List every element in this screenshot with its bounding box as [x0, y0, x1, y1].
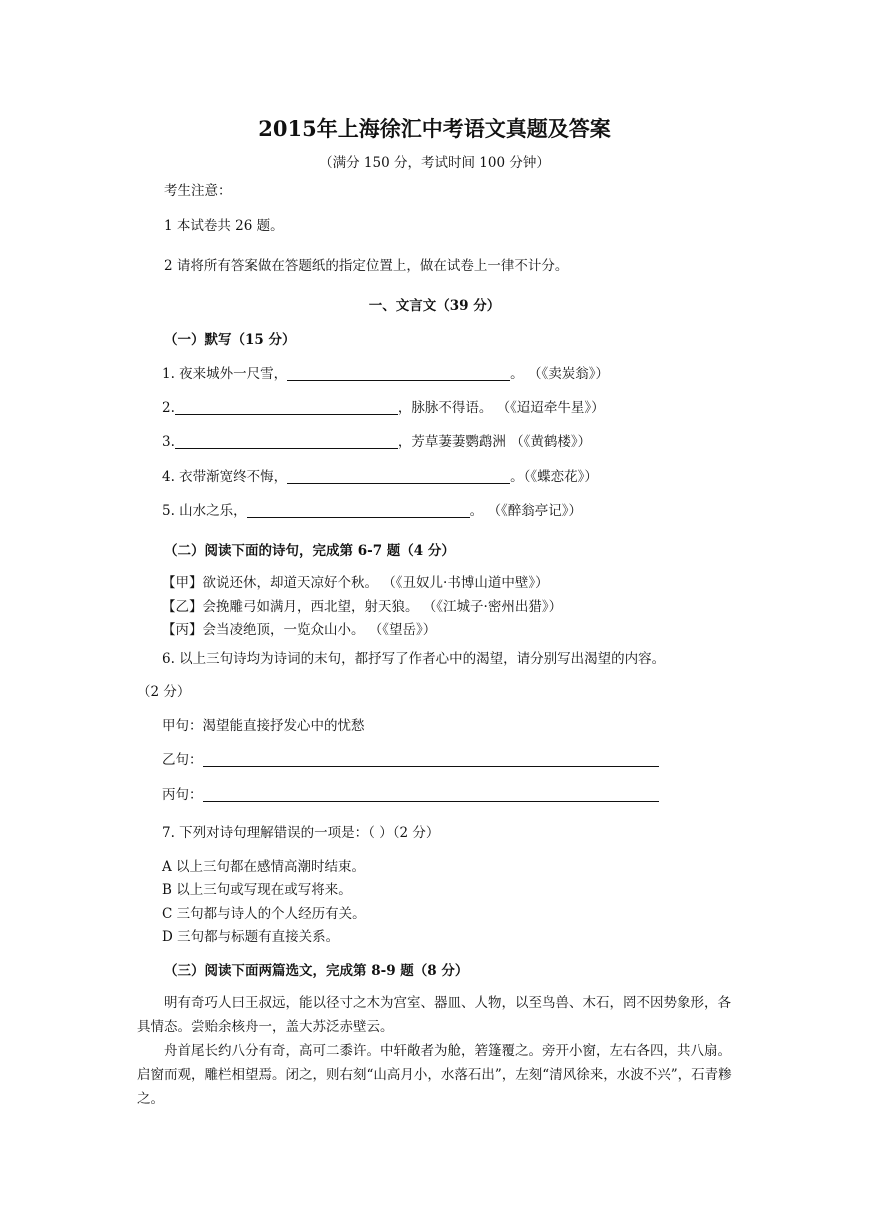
part-heading: （三）阅读下面两篇选文，完成第 8-9 题（8 分）: [164, 963, 469, 979]
question-source: 。 （《卖炭翁》）: [510, 366, 609, 382]
question-7-text: 7. 下列对诗句理解错误的一项是：（ ）（2 分）: [162, 825, 440, 841]
answer-line-c: [162, 785, 659, 805]
page-subtitle: （满分 150 分，考试时间 100 分钟）: [319, 155, 550, 171]
paragraph-text: 明有奇巧人曰王叔远，能以径寸之木为宫室、器皿、人物，以至鸟兽、木石，罔不因势象形，各具情态。尝贻余核舟一，盖大苏泛赤壁云。: [137, 995, 731, 1035]
answer-blank[interactable]: [203, 750, 659, 767]
dictation-question-3: [162, 432, 591, 452]
answer-line-b: [162, 750, 659, 770]
option-b: B 以上三句或写现在或写将来。: [162, 882, 352, 898]
answer-blank[interactable]: [287, 364, 510, 381]
question-6-score: （2 分）: [137, 684, 191, 700]
question-number: 2.: [162, 400, 175, 416]
question-text: 1. 夜来城外一尺雪，: [162, 366, 288, 382]
notice-item: 1 本试卷共 26 题。: [164, 218, 284, 234]
passage-paragraph: [137, 991, 737, 1039]
question-text: 4. 衣带渐宽终不悔，: [162, 469, 288, 485]
dictation-question-1: [162, 364, 609, 384]
answer-blank[interactable]: [175, 398, 398, 415]
answer-label: 丙句：: [162, 787, 203, 803]
answer-label: 乙句：: [162, 752, 203, 768]
poem-line: 【丙】会当凌绝顶，一览众山小。 （《望岳》）: [162, 622, 437, 638]
option-c: C 三句都与诗人的个人经历有关。: [162, 906, 366, 922]
section-heading: 一、文言文（39 分）: [368, 298, 501, 314]
part-heading: （二）阅读下面的诗句，完成第 6-7 题（4 分）: [164, 543, 455, 559]
paragraph-text: 舟首尾长约八分有奇，高可二黍许。中轩敞者为舱，箬篷覆之。旁开小窗，左右各四，共八扇。启窗而观，雕栏相望焉。闭之，则右刻“山高月小，水落石出”，左刻“清风徐来，水波不兴”，石青糁之。: [137, 1043, 732, 1107]
question-6-text: 6. 以上三句诗均为诗词的末句，都抒写了作者心中的渴望，请分别写出渴望的内容。: [162, 651, 666, 667]
part-heading: （一）默写（15 分）: [164, 332, 296, 348]
answer-blank[interactable]: [203, 785, 659, 802]
dictation-question-2: [162, 398, 605, 418]
page-title: 2015年上海徐汇中考语文真题及答案: [258, 116, 611, 141]
answer-line-a: 甲句：渴望能直接抒发心中的忧愁: [162, 718, 365, 734]
answer-blank[interactable]: [287, 467, 510, 484]
option-d: D 三句都与标题有直接关系。: [162, 929, 340, 945]
answer-blank[interactable]: [175, 432, 398, 449]
dictation-question-5: [162, 501, 582, 521]
question-source: 。 （《醉翁亭记》）: [469, 503, 582, 519]
question-text: ，脉脉不得语。 （《迢迢牵牛星》）: [397, 400, 605, 416]
question-number: 3.: [162, 434, 175, 450]
passage-paragraph: [137, 1039, 737, 1111]
question-text: ，芳草萋萋鹦鹉洲 （《黄鹤楼》）: [397, 434, 592, 450]
answer-blank[interactable]: [247, 501, 470, 518]
dictation-question-4: [162, 467, 598, 487]
poem-line: 【甲】欲说还休，却道天凉好个秋。 （《丑奴儿·书博山道中壁》）: [162, 575, 549, 591]
option-a: A 以上三句都在感情高潮时结束。: [162, 859, 366, 875]
poem-line: 【乙】会挽雕弓如满月，西北望，射天狼。 （《江城子·密州出猎》）: [162, 599, 563, 615]
question-source: 。（《蝶恋花》）: [510, 469, 598, 485]
notice-heading: 考生注意：: [164, 183, 232, 199]
question-text: 5. 山水之乐，: [162, 503, 247, 519]
notice-item: 2 请将所有答案做在答题纸的指定位置上，做在试卷上一律不计分。: [164, 258, 569, 274]
